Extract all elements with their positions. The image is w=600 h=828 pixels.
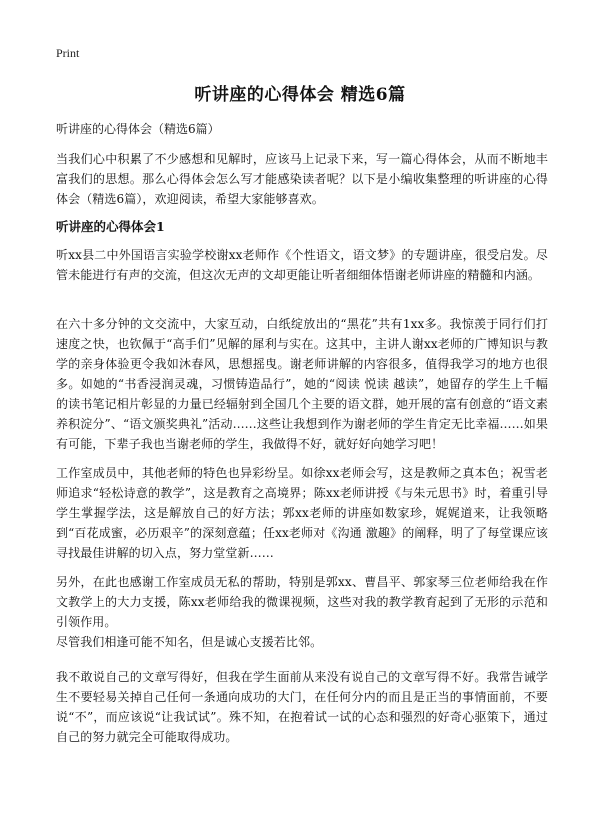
body-paragraph-1: 听xx县二中外国语言实验学校谢xx老师作《个性语文，语文梦》的专题讲座，很受启发。尽管未能进行有声的交流，但这次无声的文却更能让听者细细体悟谢老师讲座的精髓和内涵。 [56,248,548,282]
body-paragraph-3: 工作室成员中，其他老师的特色也异彩纷呈。如徐xx老师会写，这是教师之真本色；祝雪老师追求“轻松诗意的教学”，这是教育之高境界；陈xx老师讲授《与朱元思书》时，着重引导学生掌握学法，这是解放自己的好方法；郭xx老师的讲座如数家珍，娓娓道来，让我领略到“百花成蜜，必历艰辛”的深刻意蕴；任xx老师对《沟通 激趣》的阐释，明了了每堂课应该寻找最佳讲解的切入点，努力堂堂新…… [56,466,548,560]
body-paragraph-4: 另外，在此也感谢工作室成员无私的帮助，特别是郭xx、曹昌平、郭家琴三位老师给我在作文教学上的大力支援，陈xx老师给我的微课视频，这些对我的教学教育起到了无形的示范和引领作用。 [56,575,548,629]
body-paragraph-2: 在六十多分钟的文交流中，大家互动，白纸绽放出的“黑花”共有1xx多。我惊羡于同行们打速度之快，也钦佩于“高手们”见解的犀利与实在。这其中，主讲人谢xx老师的广博知识与教学的亲身体验更令我如沐春风，思想摇曳。谢老师讲解的内容很多，值得我学习的地方也很多。如她的“书香浸润灵魂，习惯铸造品行”，她的“阅读 悦读 越读”，她留存的学生上千幅的读书笔记相片彰显的力量已经辐射到全国几个主要的语文群，她开展的富有创意的“语文素养积淀分”、“语文颁奖典礼”活动……这些让我想到作为谢老师的学生肯定无比幸福……如果有可能，下辈子我也当谢老师的学生，我做得不好，就好好向她学习吧！ [56,317,548,451]
body-paragraph-6: 我不敢说自己的文章写得好，但我在学生面前从来没有说自己的文章写得不好。我常告诫学生不要轻易关掉自己任何一条通向成功的大门，在任何分内的而且是正当的事情面前，不要说“不”，而应该说“让我试试”。殊不知，在抱着试一试的心态和强烈的好奇心驱策下，通过自己的努力就完全可能取得成功。 [56,670,548,744]
section-heading: 听讲座的心得体会1 [56,219,165,234]
document-subtitle: 听讲座的心得体会（精选6篇） [56,122,220,136]
page-title: 听讲座的心得体会 精选6篇 [194,85,406,105]
print-label[interactable]: Print [56,46,80,60]
body-paragraph-5: 尽管我们相逢可能不知名，但是诚心支援若比邻。 [56,635,323,649]
intro-paragraph: 当我们心中积累了不少感想和见解时，应该马上记录下来，写一篇心得体会，从而不断地丰富我们的思想。那么心得体会怎么写才能感染读者呢？以下是小编收集整理的听讲座的心得体会（精选6篇），欢迎阅读，希望大家能够喜欢。 [56,152,548,206]
